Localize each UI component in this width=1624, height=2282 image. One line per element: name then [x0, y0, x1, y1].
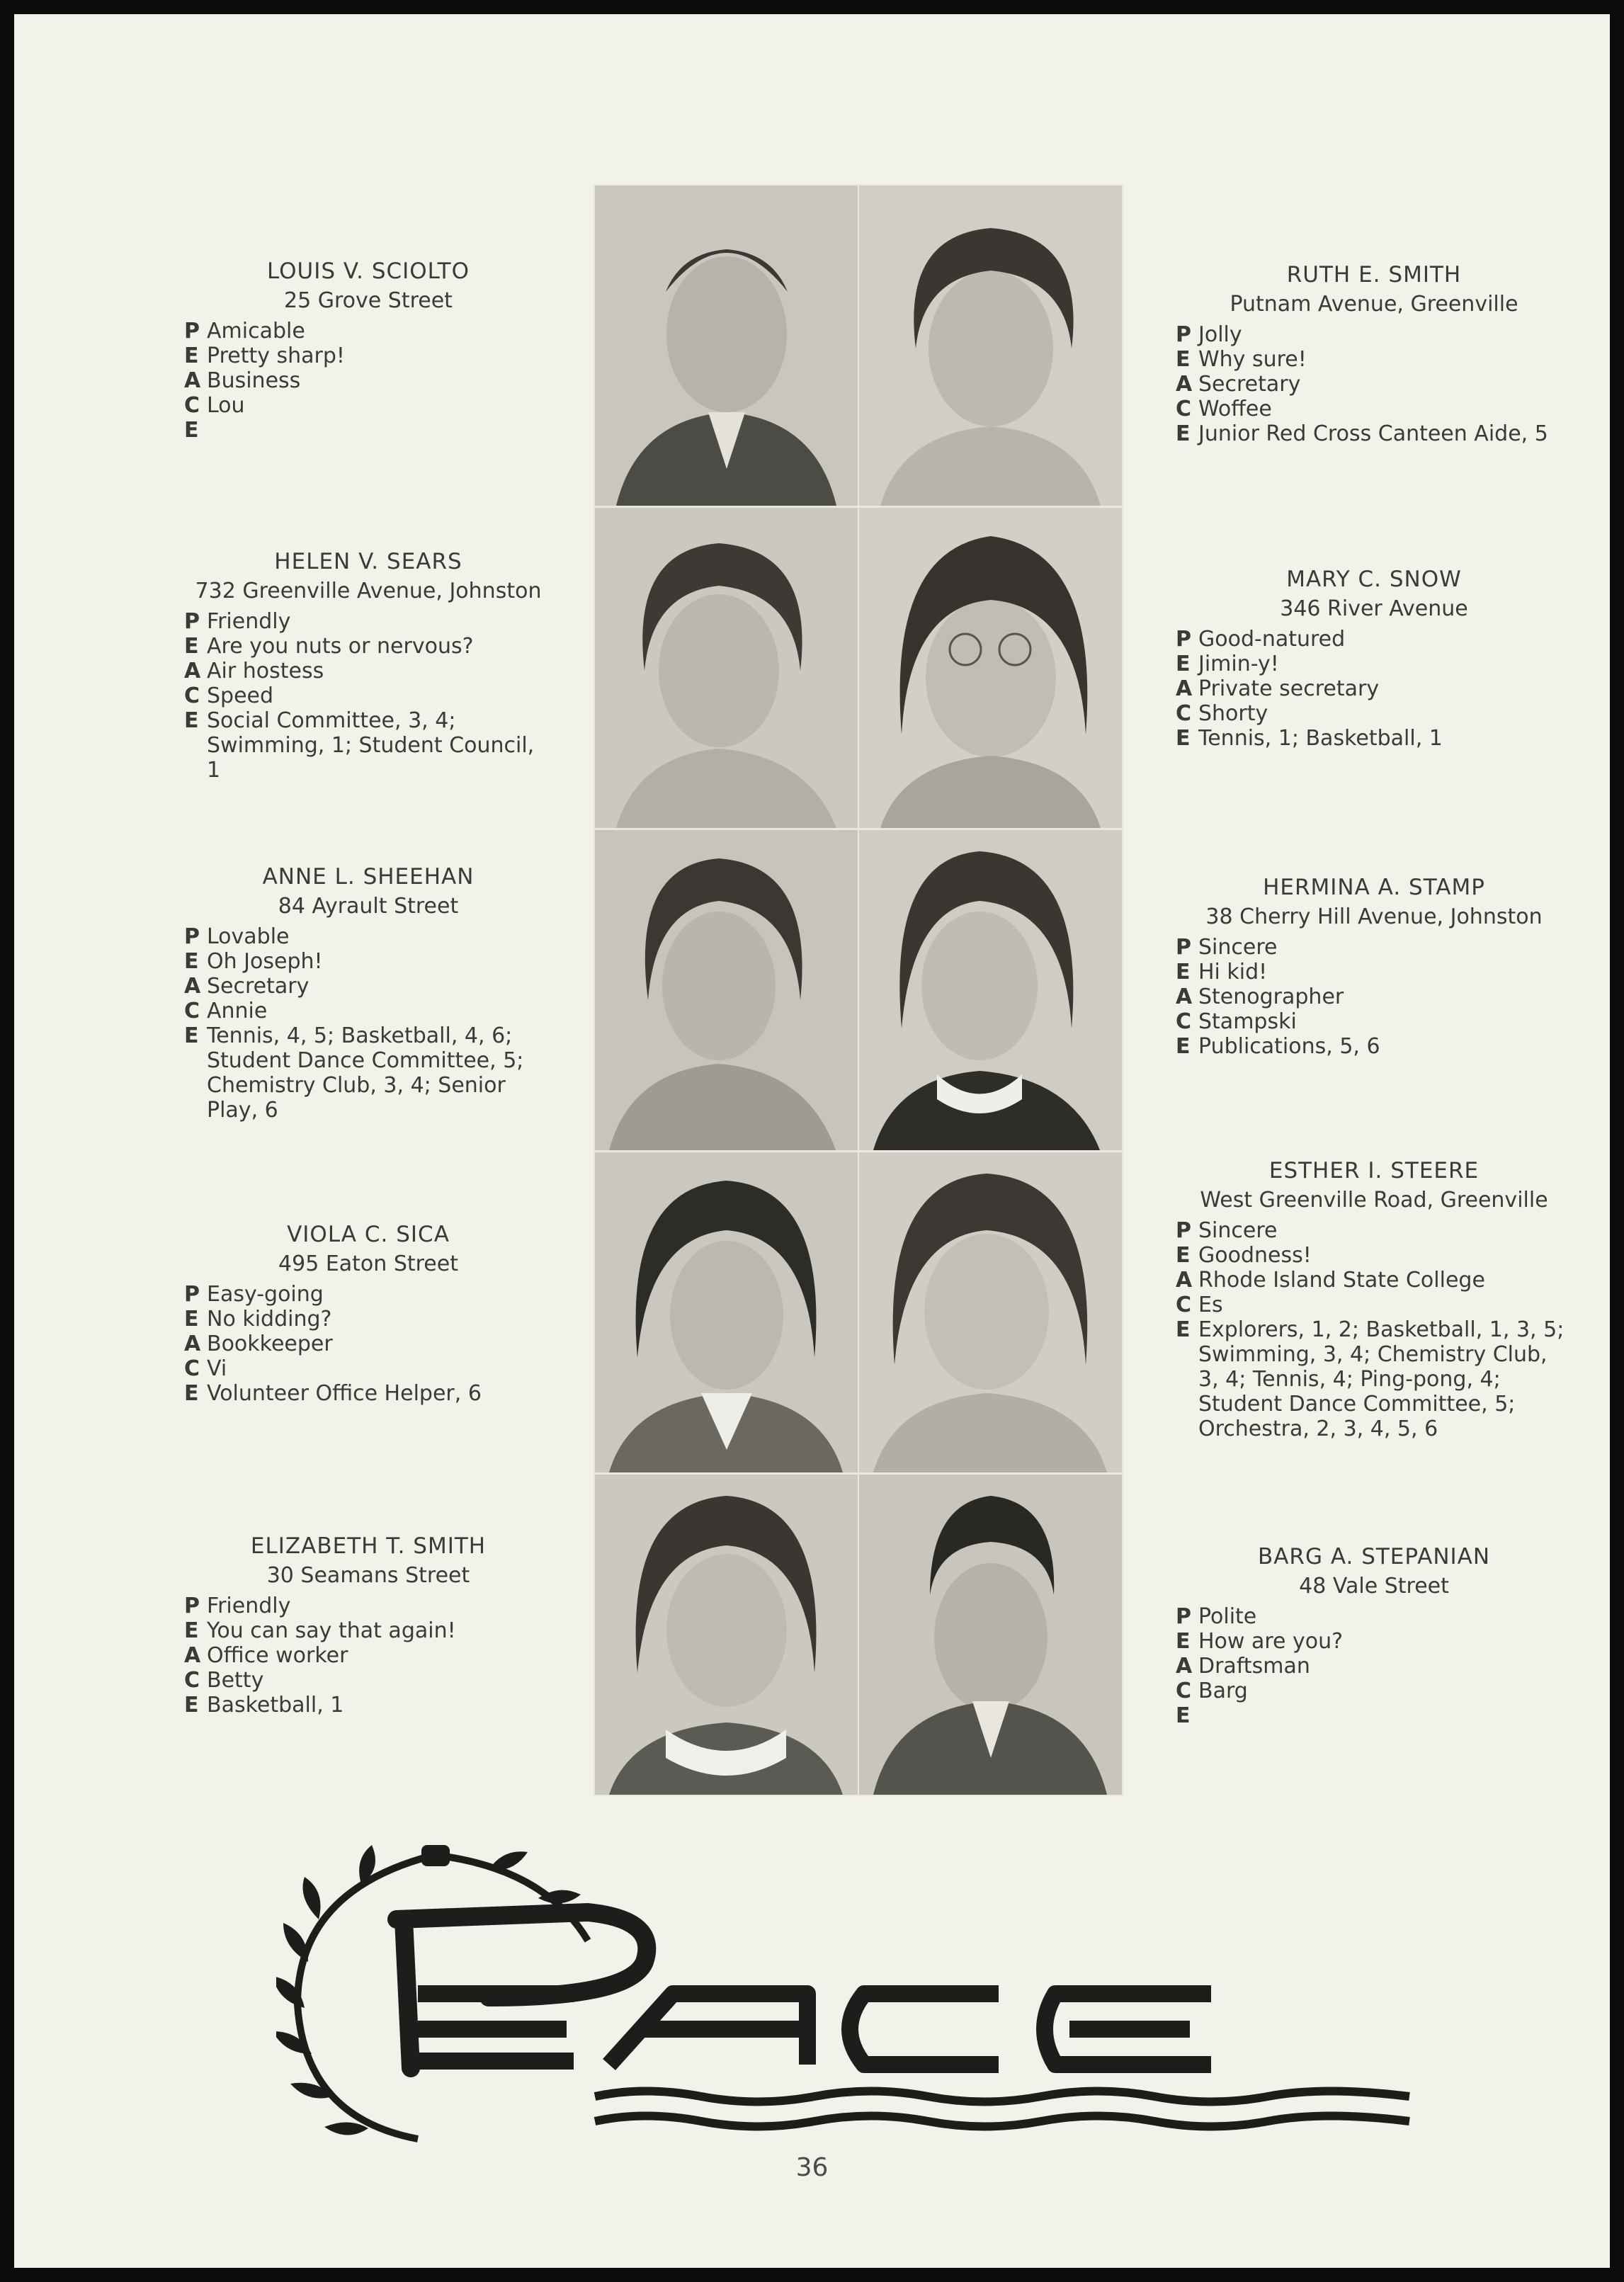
- entry-row: P Good-natured: [1176, 627, 1346, 652]
- entry-row: C Barg: [1176, 1679, 1248, 1703]
- entry-row: E Oh Joseph!: [184, 949, 323, 974]
- student-address: Putnam Avenue, Greenville: [1230, 292, 1518, 317]
- entry-row: E Hi kid!: [1176, 960, 1268, 984]
- entry-row: A Rhode Island State College: [1176, 1268, 1485, 1293]
- entry-row: E: [1176, 1703, 1191, 1728]
- entry-row: A Air hostess: [184, 659, 324, 683]
- student-name: HELEN V. SEARS: [274, 549, 462, 574]
- entry-row: E Basketball, 1: [184, 1693, 344, 1718]
- student-address: 25 Grove Street: [284, 288, 453, 313]
- entry-row: E You can say that again!: [184, 1618, 456, 1643]
- student-portrait-photo: [594, 829, 859, 1152]
- entry-row: E Volunteer Office Helper, 6: [184, 1381, 482, 1406]
- entry-row: C Es: [1176, 1293, 1223, 1317]
- student-name: RUTH E. SMITH: [1286, 262, 1462, 288]
- entry-row: C Annie: [184, 999, 268, 1023]
- entry-row: E Social Committee, 3, 4; Swimming, 1; Student Council, 1: [184, 708, 535, 783]
- senior-entry: [1176, 875, 1572, 1059]
- senior-entry: [1176, 1158, 1572, 1441]
- entry-row: E: [184, 418, 199, 443]
- senior-entry: [1176, 262, 1572, 446]
- entry-row: E Are you nuts or nervous?: [184, 634, 474, 659]
- senior-entry: [184, 1222, 552, 1406]
- entry-row: P Friendly: [184, 609, 291, 634]
- entry-row: C Speed: [184, 683, 274, 708]
- student-address: 346 River Avenue: [1280, 596, 1468, 621]
- student-name: HERMINA A. STAMP: [1263, 875, 1485, 900]
- student-portrait-photo: [594, 1151, 859, 1474]
- entry-row: A Stenographer: [1176, 984, 1344, 1009]
- yearbook-page: [14, 14, 1610, 2268]
- student-name: ELIZABETH T. SMITH: [250, 1533, 487, 1559]
- student-address: 495 Eaton Street: [278, 1251, 458, 1276]
- student-name: VIOLA C. SICA: [287, 1222, 450, 1247]
- entry-row: E No kidding?: [184, 1307, 332, 1332]
- entry-row: E Goodness!: [1176, 1243, 1312, 1268]
- student-name: ANNE L. SHEEHAN: [262, 864, 475, 890]
- entry-row: A Secretary: [1176, 372, 1301, 397]
- student-name: BARG A. STEPANIAN: [1257, 1544, 1491, 1569]
- student-address: 48 Vale Street: [1299, 1574, 1449, 1599]
- entry-row: C Woffee: [1176, 397, 1272, 421]
- peace-logo: [276, 1841, 1466, 2153]
- entry-row: P Amicable: [184, 319, 305, 344]
- senior-entry: [1176, 567, 1572, 751]
- entry-row: C Betty: [184, 1668, 264, 1693]
- student-portrait-photo: [858, 184, 1123, 507]
- student-portrait-photo: [594, 184, 859, 507]
- entry-row: A Business: [184, 368, 301, 393]
- senior-entry: [184, 1533, 552, 1718]
- senior-entry: [184, 549, 552, 783]
- entry-row: E Publications, 5, 6: [1176, 1034, 1380, 1059]
- student-address: 84 Ayrault Street: [278, 894, 459, 919]
- senior-entry: [184, 259, 552, 443]
- student-portrait-photo: [858, 1473, 1123, 1796]
- student-address: 732 Greenville Avenue, Johnston: [195, 579, 542, 603]
- student-portrait-photo: [858, 829, 1123, 1152]
- student-portrait-photo: [594, 1473, 859, 1796]
- entry-row: P Polite: [1176, 1604, 1257, 1629]
- student-name: LOUIS V. SCIOLTO: [266, 259, 470, 284]
- student-address: West Greenville Road, Greenville: [1200, 1188, 1548, 1213]
- entry-row: E Pretty sharp!: [184, 344, 345, 368]
- entry-row: E Why sure!: [1176, 347, 1307, 372]
- entry-row: C Shorty: [1176, 701, 1268, 726]
- entry-row: P Friendly: [184, 1594, 291, 1618]
- entry-row: A Secretary: [184, 974, 310, 999]
- entry-row: P Jolly: [1176, 322, 1242, 347]
- entry-row: E Tennis, 1; Basketball, 1: [1176, 726, 1443, 751]
- entry-row: E How are you?: [1176, 1629, 1344, 1654]
- student-portrait-photo: [858, 1151, 1123, 1474]
- student-portrait-photo: [594, 506, 859, 829]
- entry-row: E Explorers, 1, 2; Basketball, 1, 3, 5; Swimming, 3, 4; Chemistry Club, 3, 4; Tennis, 4; Ping-pong, 4; Student Dance Committee, 5; Orchestra, 2, 3, 4, 5, 6: [1176, 1317, 1565, 1441]
- entry-row: P Sincere: [1176, 1218, 1278, 1243]
- page-number: 36: [795, 2153, 829, 2182]
- entry-row: A Draftsman: [1176, 1654, 1310, 1679]
- student-portrait-photo: [858, 506, 1123, 829]
- student-name: MARY C. SNOW: [1286, 567, 1462, 592]
- entry-row: C Lou: [184, 393, 245, 418]
- senior-entry: [1176, 1544, 1572, 1728]
- student-address: 30 Seamans Street: [266, 1563, 470, 1588]
- entry-row: A Private secretary: [1176, 676, 1380, 701]
- entry-row: E Tennis, 4, 5; Basketball, 4, 6; Student Dance Committee, 5; Chemistry Club, 3, 4; Senior Play, 6: [184, 1023, 524, 1123]
- student-name: ESTHER I. STEERE: [1268, 1158, 1480, 1183]
- entry-row: P Sincere: [1176, 935, 1278, 960]
- entry-row: C Stampski: [1176, 1009, 1297, 1034]
- entry-row: E Junior Red Cross Canteen Aide, 5: [1176, 421, 1548, 446]
- entry-row: A Office worker: [184, 1643, 348, 1668]
- senior-entry: [184, 864, 552, 1123]
- entry-row: A Bookkeeper: [184, 1332, 333, 1356]
- entry-row: P Easy-going: [184, 1282, 324, 1307]
- entry-row: E Jimin-y!: [1176, 652, 1279, 676]
- student-address: 38 Cherry Hill Avenue, Johnston: [1205, 904, 1543, 929]
- photo-grid: [594, 184, 1137, 1806]
- entry-row: P Lovable: [184, 924, 290, 949]
- entry-row: C Vi: [184, 1356, 227, 1381]
